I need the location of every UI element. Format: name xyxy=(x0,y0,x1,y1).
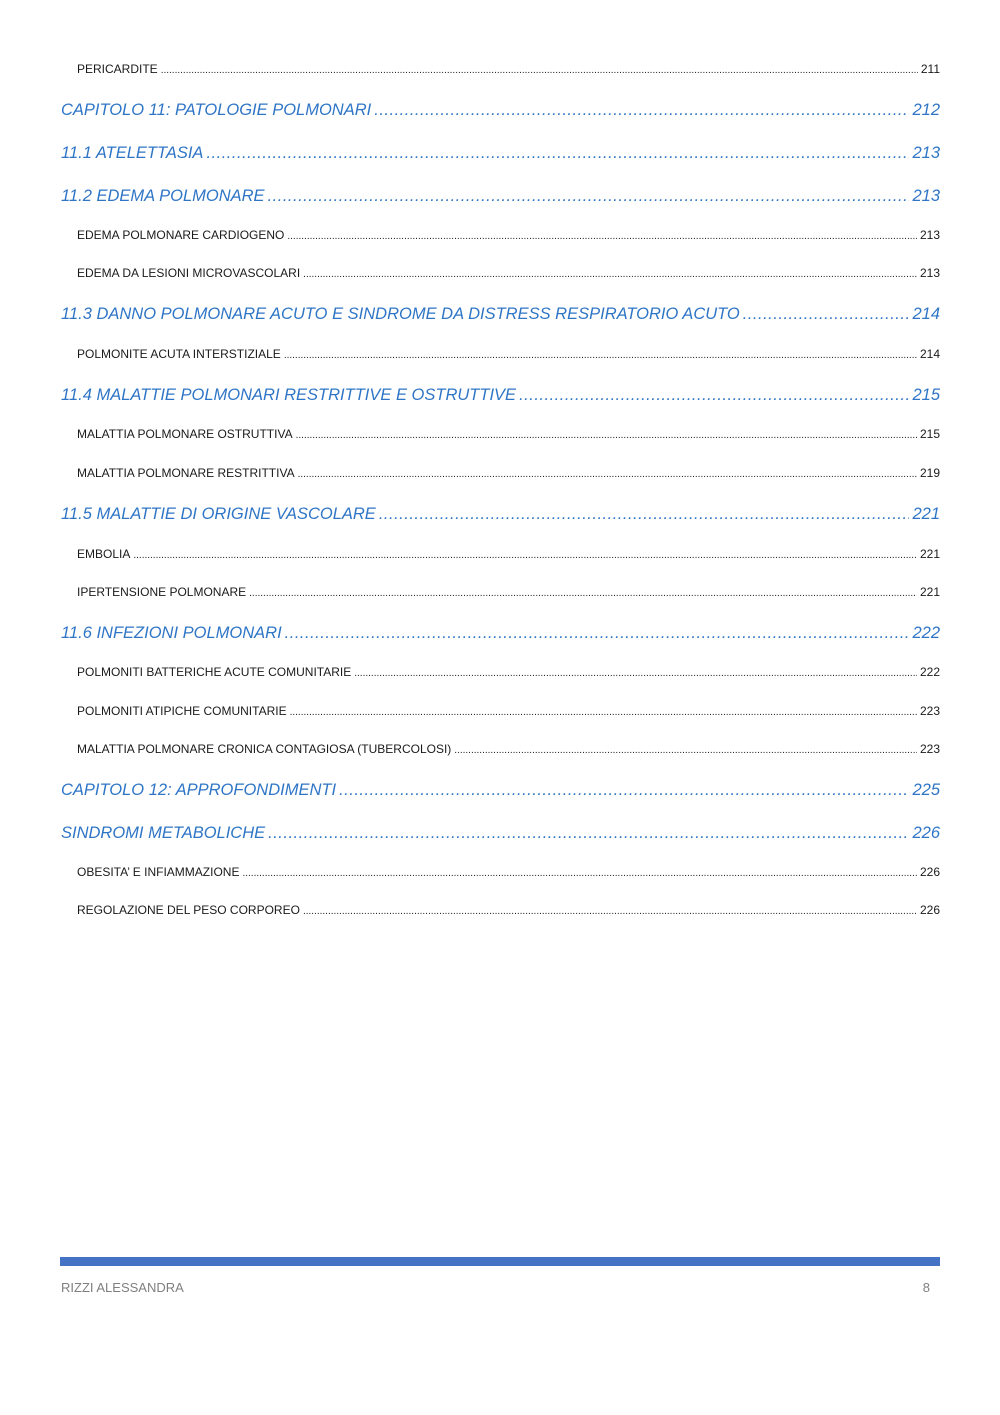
toc-entry-page: 213 xyxy=(919,228,940,242)
toc-heading-entry[interactable] xyxy=(61,187,940,206)
toc-dot-leader xyxy=(354,668,917,679)
toc-dot-leader xyxy=(249,588,917,599)
toc-entry-label: CAPITOLO 11: PATOLOGIE POLMONARI xyxy=(61,101,372,119)
footer-author: RIZZI ALESSANDRA xyxy=(61,1280,184,1295)
toc-entry-label: MALATTIA POLMONARE CRONICA CONTAGIOSA (TUBERCOLOSI) xyxy=(77,742,452,756)
toc-heading-entry[interactable] xyxy=(61,781,940,800)
toc-entry-page: 223 xyxy=(919,704,940,718)
toc-subentry[interactable] xyxy=(77,903,940,917)
toc-entry-label: EDEMA POLMONARE CARDIOGENO xyxy=(77,228,285,242)
toc-subentry[interactable] xyxy=(77,742,940,756)
toc-entry-page: 226 xyxy=(919,903,940,917)
toc-dot-leader xyxy=(519,386,909,405)
toc-heading-entry[interactable] xyxy=(61,624,940,643)
toc-dot-leader xyxy=(296,430,917,441)
toc-dot-leader xyxy=(454,745,917,756)
toc-entry-label: EDEMA DA LESIONI MICROVASCOLARI xyxy=(77,266,301,280)
toc-dot-leader xyxy=(287,231,917,242)
toc-entry-page: 213 xyxy=(912,144,940,162)
toc-entry-label: MALATTIA POLMONARE RESTRITTIVA xyxy=(77,466,295,480)
toc-heading-entry[interactable] xyxy=(61,101,940,120)
toc-entry-label: EMBOLIA xyxy=(77,547,131,561)
toc-dot-leader xyxy=(284,350,917,361)
toc-dot-leader xyxy=(743,305,910,324)
toc-dot-leader xyxy=(206,144,909,163)
toc-entry-label: SINDROMI METABOLICHE xyxy=(61,824,266,842)
toc-entry-label: POLMONITI BATTERICHE ACUTE COMUNITARIE xyxy=(77,665,352,679)
toc-entry-page: 226 xyxy=(919,865,940,879)
toc-entry-label: IPERTENSIONE POLMONARE xyxy=(77,585,247,599)
toc-entry-label: OBESITA’ E INFIAMMAZIONE xyxy=(77,865,240,879)
toc-entry-page: 222 xyxy=(919,665,940,679)
toc-heading-entry[interactable] xyxy=(61,386,940,405)
toc-subentry[interactable] xyxy=(77,466,940,480)
toc-entry-label: 11.2 EDEMA POLMONARE xyxy=(61,187,265,205)
toc-subentry[interactable] xyxy=(77,585,940,599)
toc-entry-label: CAPITOLO 12: APPROFONDIMENTI xyxy=(61,781,337,799)
toc-subentry[interactable] xyxy=(77,62,940,76)
toc-entry-page: 213 xyxy=(919,266,940,280)
toc-dot-leader xyxy=(268,187,910,206)
footer-page-number: 8 xyxy=(922,1280,930,1295)
footer-rule xyxy=(60,1257,940,1266)
toc-entry-page: 225 xyxy=(912,781,940,799)
toc-heading-entry[interactable] xyxy=(61,505,940,524)
toc-heading-entry[interactable] xyxy=(61,305,940,324)
toc-entry-page: 215 xyxy=(912,386,940,404)
toc-entry-page: 215 xyxy=(919,427,940,441)
toc-dot-leader xyxy=(242,868,917,879)
toc-dot-leader xyxy=(133,550,917,561)
toc-dot-leader xyxy=(374,101,909,120)
toc-entry-label: POLMONITI ATIPICHE COMUNITARIE xyxy=(77,704,287,718)
toc-dot-leader xyxy=(268,824,909,843)
toc-entry-label: 11.1 ATELETTASIA xyxy=(61,144,204,162)
toc-entry-label: 11.3 DANNO POLMONARE ACUTO E SINDROME DA DISTRESS RESPIRATORIO ACUTO xyxy=(61,305,740,323)
toc-entry-page: 213 xyxy=(912,187,940,205)
toc-subentry[interactable] xyxy=(77,228,940,242)
toc-entry-page: 223 xyxy=(919,742,940,756)
toc-entry-page: 214 xyxy=(912,305,940,323)
toc-entry-page: 214 xyxy=(919,347,940,361)
toc-entry-page: 219 xyxy=(919,466,940,480)
toc-entry-page: 222 xyxy=(912,624,940,642)
toc-entry-label: PERICARDITE xyxy=(77,62,158,76)
toc-entry-label: 11.6 INFEZIONI POLMONARI xyxy=(61,624,282,642)
toc-subentry[interactable] xyxy=(77,547,940,561)
toc-heading-entry[interactable] xyxy=(61,144,940,163)
toc-entry-label: MALATTIA POLMONARE OSTRUTTIVA xyxy=(77,427,293,441)
toc-entry-page: 212 xyxy=(912,101,940,119)
toc-subentry[interactable] xyxy=(77,665,940,679)
toc-dot-leader xyxy=(298,469,917,480)
toc-entry-page: 226 xyxy=(912,824,940,842)
toc-entry-page: 221 xyxy=(919,547,940,561)
toc-dot-leader xyxy=(379,505,910,524)
toc-subentry[interactable] xyxy=(77,347,940,361)
toc-entry-page: 211 xyxy=(920,62,940,76)
toc-dot-leader xyxy=(339,781,909,800)
toc-subentry[interactable] xyxy=(77,865,940,879)
toc-subentry[interactable] xyxy=(77,427,940,441)
toc-subentry[interactable] xyxy=(77,266,940,280)
toc-subentry[interactable] xyxy=(77,704,940,718)
toc-entry-label: REGOLAZIONE DEL PESO CORPOREO xyxy=(77,903,300,917)
toc-entry-label: 11.5 MALATTIE DI ORIGINE VASCOLARE xyxy=(61,505,376,523)
toc-entry-page: 221 xyxy=(919,585,940,599)
toc-entry-label: POLMONITE ACUTA INTERSTIZIALE xyxy=(77,347,281,361)
toc-dot-leader xyxy=(290,707,917,718)
toc-dot-leader xyxy=(303,269,917,280)
toc-dot-leader xyxy=(303,906,917,917)
toc-dot-leader xyxy=(285,624,910,643)
toc-entry-page: 221 xyxy=(912,505,940,523)
toc-entry-label: 11.4 MALATTIE POLMONARI RESTRITTIVE E OSTRUTTIVE xyxy=(61,386,517,404)
toc-dot-leader xyxy=(161,65,918,76)
toc-heading-entry[interactable] xyxy=(61,824,940,843)
